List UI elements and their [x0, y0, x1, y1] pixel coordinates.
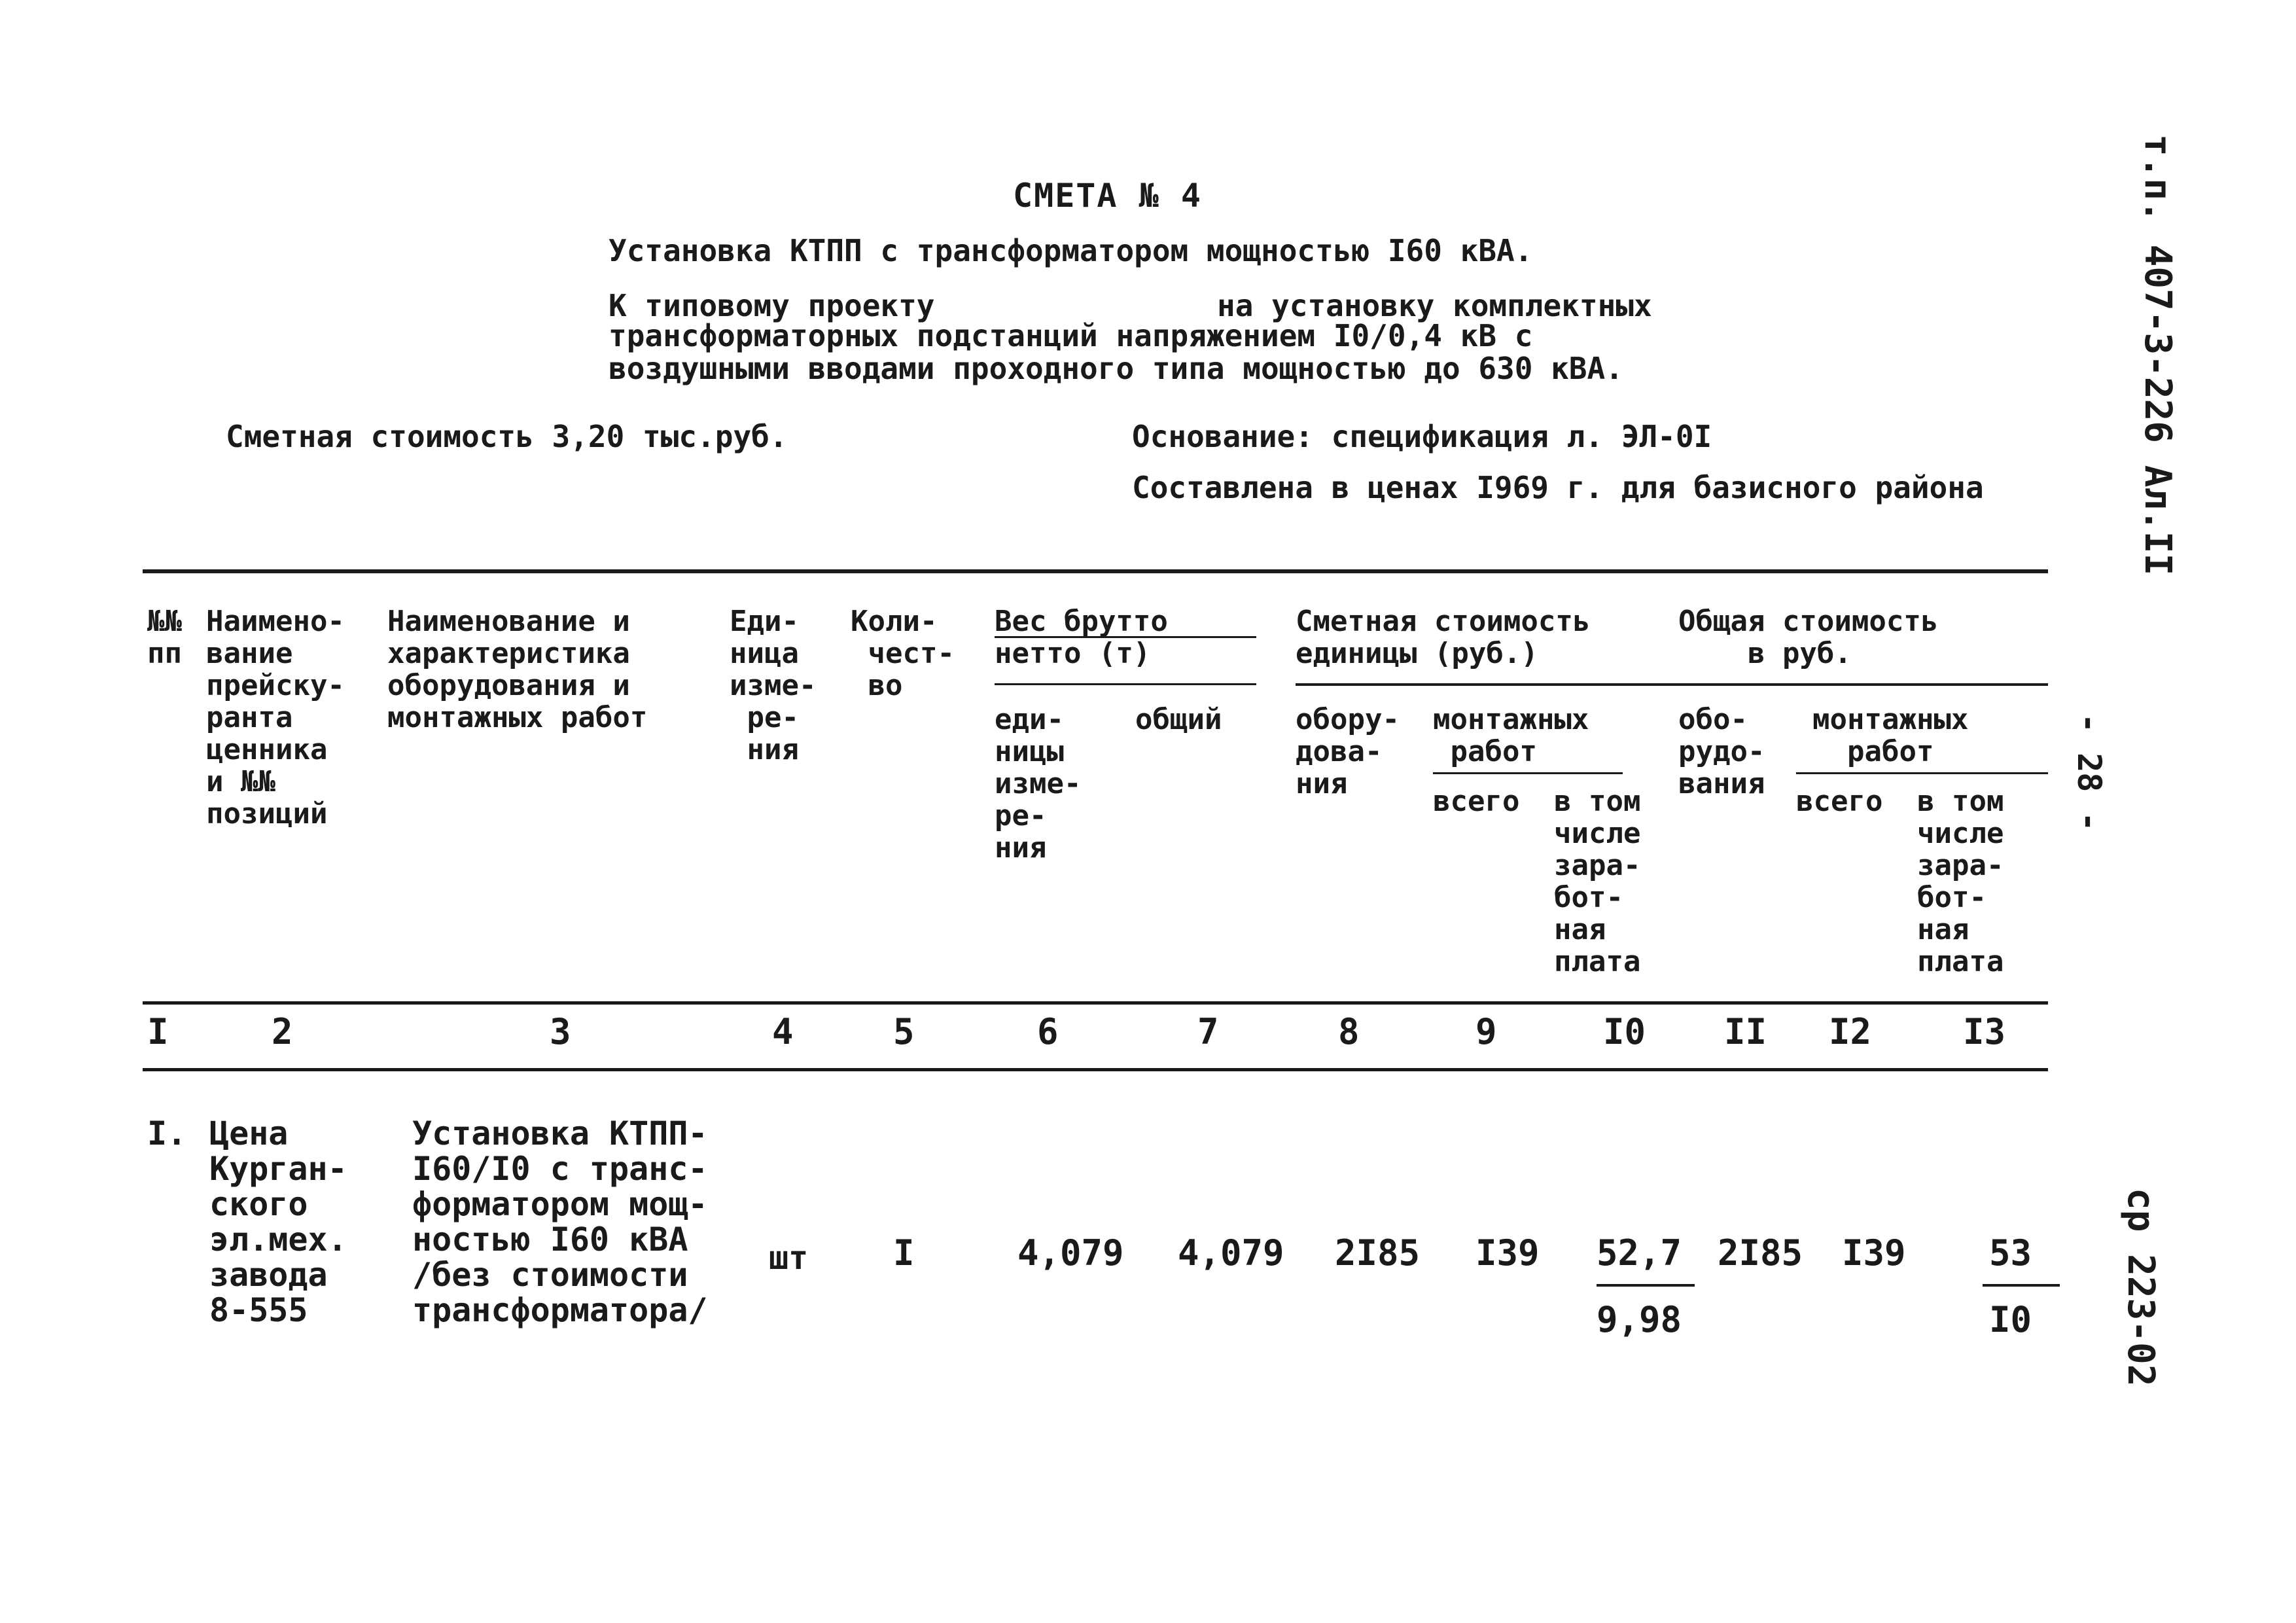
col-number-13: I3: [1963, 1011, 2006, 1052]
mount2-sub-rule: [1796, 772, 2048, 774]
header-bottom-rule: [143, 1001, 2048, 1005]
header-total-cost: Общая стоимость в руб.: [1678, 605, 1939, 670]
col-number-2: 2: [272, 1011, 293, 1052]
cost-sub-rule: [1296, 683, 2048, 686]
basis-line: Основание: спецификация л. ЭЛ-0I: [1132, 419, 1712, 454]
row-mount-wage-bottom: 9,98: [1597, 1299, 1682, 1340]
col-number-7: 7: [1197, 1011, 1219, 1052]
row-total-mount-all: I39: [1842, 1232, 1906, 1274]
doc-subtitle: Установка КТПП с трансформатором мощностью I60 кВА.: [609, 233, 1533, 268]
project-line1a: К типовому проекту: [609, 288, 935, 323]
row-unit: шт: [769, 1239, 809, 1277]
doc-title: СМЕТА № 4: [1013, 177, 1202, 215]
header-total-wage: в том числе зара- бот- ная плата: [1917, 785, 2004, 978]
col-number-4: 4: [772, 1011, 794, 1052]
row-number: I.: [147, 1115, 187, 1152]
project-code: т.п. 407-3-226 Ал.II: [2136, 134, 2179, 576]
col-number-1: I: [147, 1011, 169, 1052]
row-quantity: I: [893, 1232, 915, 1274]
header-mount-wage: в том числе зара- бот- ная плата: [1554, 785, 1641, 978]
header-mount-all: всего: [1433, 785, 1520, 818]
header-weight-total: общий: [1135, 703, 1222, 736]
archive-stamp: ср 223-02: [2119, 1188, 2162, 1387]
row-name: Установка КТПП- I60/I0 с транс- форматором мощ- ностью I60 кВА /без стоимости трансформатора/: [412, 1115, 708, 1329]
row-equipment-cost: 2I85: [1335, 1232, 1421, 1274]
total-wage-fraction-rule: [1983, 1284, 2060, 1287]
project-line2: трансформаторных подстанций напряжением I0/0,4 кВ с: [609, 318, 1533, 353]
col-number-5: 5: [893, 1011, 915, 1052]
header-total-mount-all: всего: [1796, 785, 1883, 818]
col-number-12: I2: [1829, 1011, 1872, 1052]
estimated-cost: Сметная стоимость 3,20 тыс.руб.: [226, 419, 788, 454]
row-total-wage-bottom: I0: [1989, 1299, 2032, 1340]
page-number: - 28 -: [2070, 713, 2108, 832]
row-pricelist: Цена Курган- ского эл.мех. завода 8-555: [209, 1115, 347, 1329]
col-number-9: 9: [1475, 1011, 1497, 1052]
wage-fraction-rule: [1597, 1284, 1695, 1287]
col-number-6: 6: [1037, 1011, 1059, 1052]
col-number-8: 8: [1338, 1011, 1360, 1052]
header-total-mounting: монтажных работ: [1812, 703, 1969, 768]
row-total-wage-top: 53: [1989, 1232, 2032, 1274]
header-equipment: обору- дова- ния: [1296, 703, 1400, 800]
row-mount-wage-top: 52,7: [1597, 1232, 1682, 1274]
header-weight-unit: еди- ницы изме- ре- ния: [995, 703, 1082, 865]
header-mounting: монтажных работ: [1433, 703, 1589, 768]
header-row-number: №№ пп: [147, 605, 182, 670]
row-weight-total: 4,079: [1178, 1232, 1284, 1274]
row-weight-unit: 4,079: [1017, 1232, 1124, 1274]
col-number-10: I0: [1603, 1011, 1646, 1052]
header-pricelist: Наимено- вание прейску- ранта ценника и №№ позиций: [206, 605, 345, 830]
header-quantity: Коли- чест- во: [851, 605, 955, 702]
mount-sub-rule: [1433, 772, 1623, 774]
header-unit-cost: Сметная стоимость единицы (руб.): [1296, 605, 1591, 670]
header-name: Наименование и характеристика оборудования и монтажных работ: [387, 605, 648, 734]
row-mount-all: I39: [1475, 1232, 1540, 1274]
row-total-equipment: 2I85: [1718, 1232, 1803, 1274]
project-line1b: на установку комплектных: [1217, 288, 1652, 323]
project-line3: воздушными вводами проходного типа мощностью до 630 кВА.: [609, 351, 1623, 386]
header-weight: Вес брутто нетто (т): [995, 605, 1168, 670]
col-number-11: II: [1724, 1011, 1767, 1052]
compiled-line: Составлена в ценах I969 г. для базисного района: [1132, 470, 1984, 505]
table-top-rule: [143, 569, 2048, 573]
header-total-equipment: обо- рудо- вания: [1678, 703, 1765, 800]
header-unit: Еди- ница изме- ре- ния: [730, 605, 817, 766]
col-number-rule: [143, 1068, 2048, 1071]
weight-sub-rule: [995, 683, 1256, 685]
col-number-3: 3: [550, 1011, 571, 1052]
